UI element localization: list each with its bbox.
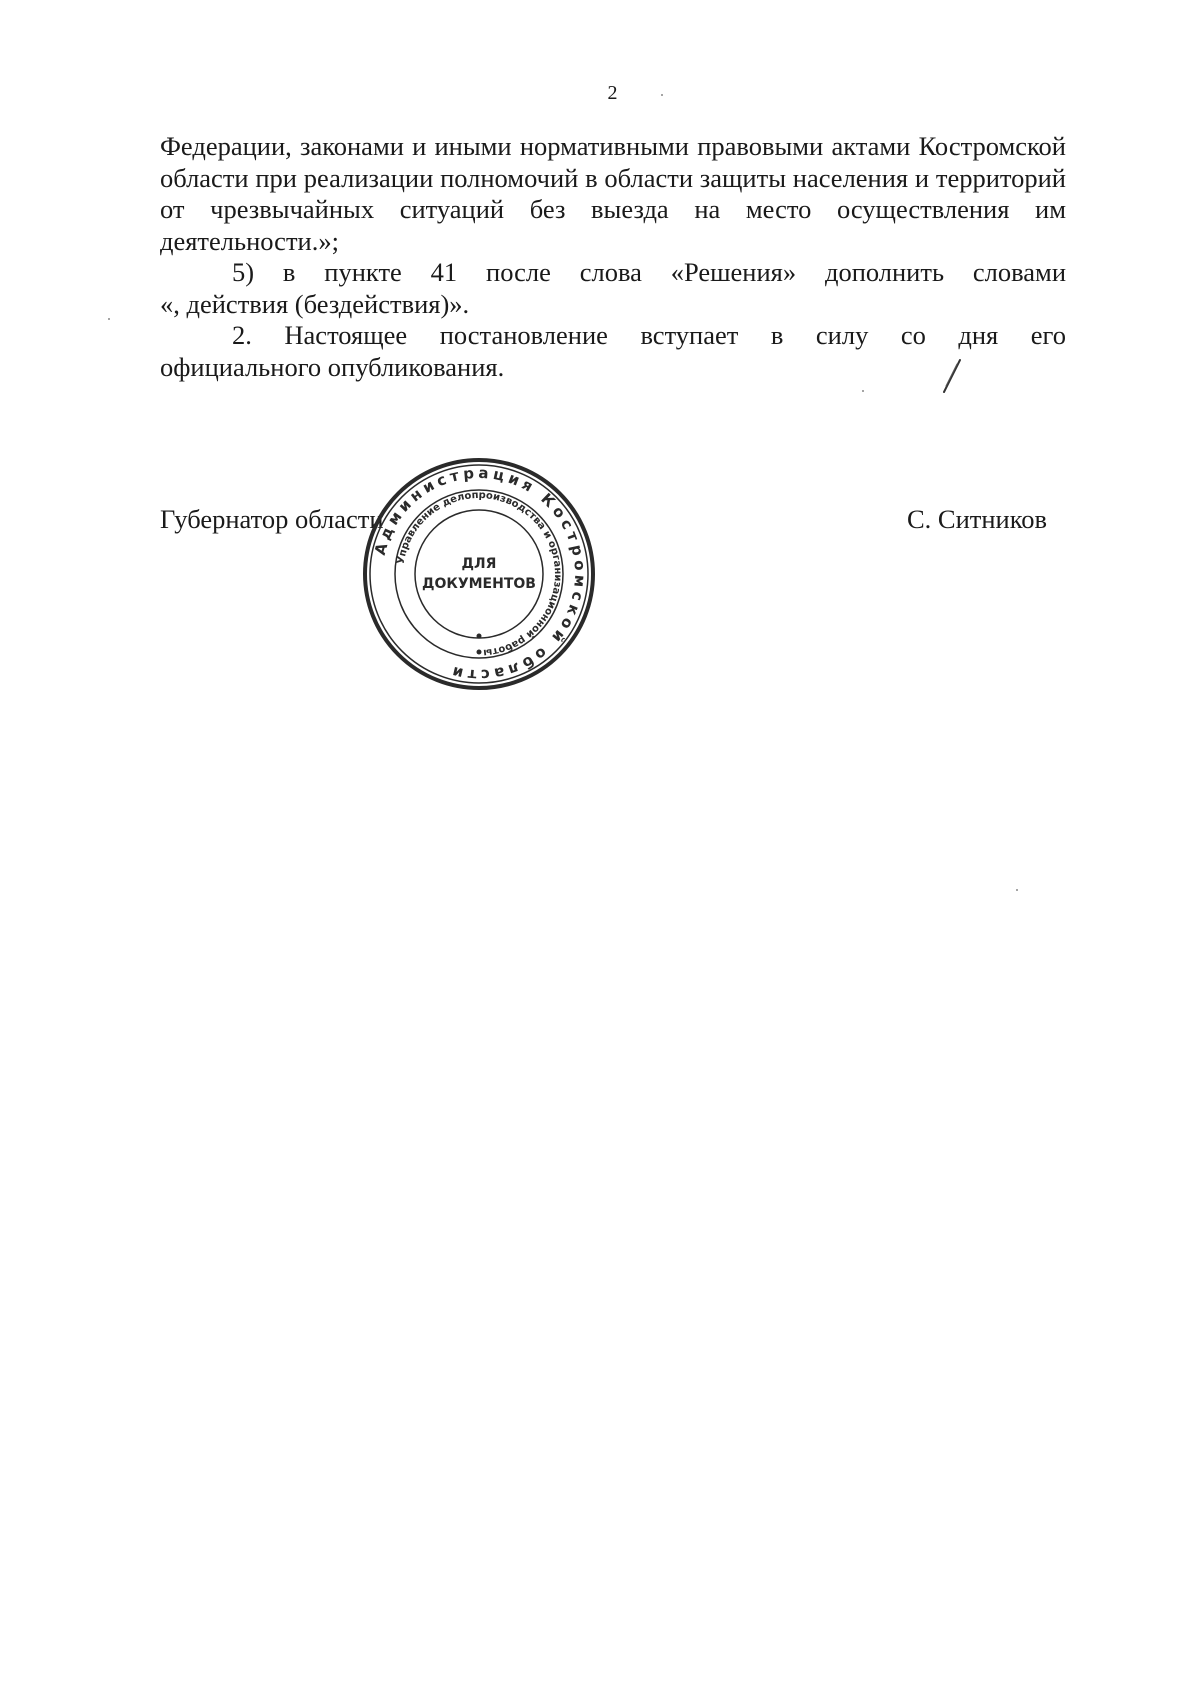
seal-center-line-2: ДОКУМЕНТОВ bbox=[422, 576, 536, 592]
item-2-line-2: официального опубликования. bbox=[160, 351, 505, 382]
scan-speck bbox=[1016, 889, 1018, 891]
signature-title: Губернатор области bbox=[160, 504, 384, 534]
scan-speck bbox=[862, 390, 864, 392]
seal-outer-text: Администрация Костромской области bbox=[370, 463, 590, 685]
scan-speck bbox=[661, 94, 663, 96]
item-5-line-1: 5) в пункте 41 после слова «Решения» дополнить словами bbox=[232, 257, 1066, 287]
seal-center-line-1: ДЛЯ bbox=[461, 556, 497, 572]
scan-speck bbox=[108, 318, 110, 320]
document-body bbox=[160, 131, 1066, 383]
signature-name: С. Ситников bbox=[907, 504, 1048, 534]
paragraph-continuation: Федерации, законами и иными нормативными правовыми актами Костромской области при реализации полномочий в области защиты населения и территорий от чрезвычайных ситуаций без выезда на место осуществления им деятельности.»; bbox=[160, 131, 1066, 256]
page-number: 2 bbox=[607, 82, 618, 104]
item-2-line-1: 2. Настоящее постановление вступает в силу со дня его bbox=[232, 320, 1066, 350]
handwritten-mark-icon bbox=[940, 358, 964, 394]
official-seal bbox=[361, 456, 597, 692]
seal-inner-text: Управление делопроизводства и организационной работы bbox=[395, 489, 564, 658]
item-5-line-2: «, действия (бездействия)». bbox=[160, 288, 470, 319]
